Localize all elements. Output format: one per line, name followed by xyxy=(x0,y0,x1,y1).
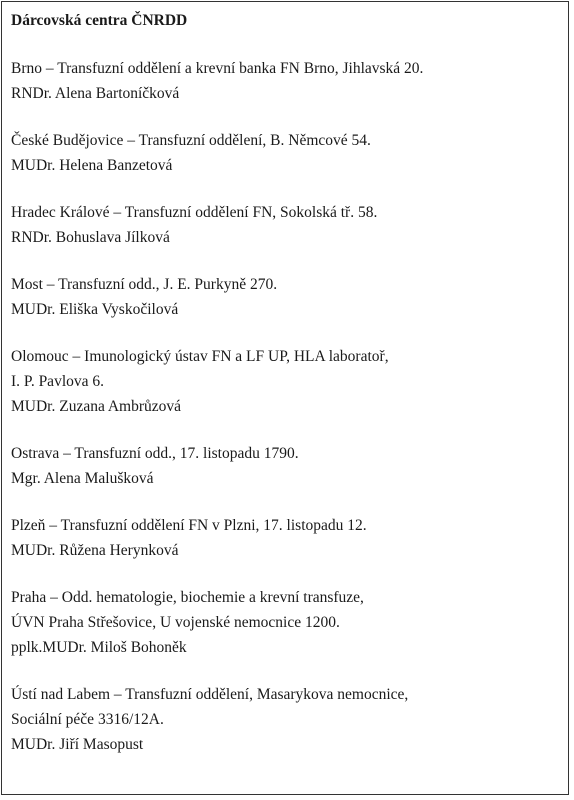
entry-contact-person: MUDr. Jiří Masopust xyxy=(11,736,144,753)
entry-contact-person: MUDr. Eliška Vyskočilová xyxy=(11,301,179,318)
document-title: Dárcovská centra ČNRDD xyxy=(11,12,188,29)
entry-contact-person: pplk.MUDr. Miloš Bohoněk xyxy=(11,639,187,656)
entry-address-line-2: I. P. Pavlova 6. xyxy=(11,373,104,390)
entry-address-line: Olomouc – Imunologický ústav FN a LF UP, HLA laboratoř, xyxy=(11,348,389,365)
entry-contact-person: RNDr. Alena Bartoníčková xyxy=(11,85,180,102)
entry-address-line: Ostrava – Transfuzní odd., 17. listopadu 1790. xyxy=(11,445,299,462)
entry-contact-person: Mgr. Alena Malušková xyxy=(11,470,154,487)
donor-center-entry-brno xyxy=(11,56,563,106)
donor-center-entry-hradec-kralove xyxy=(11,200,563,250)
entry-contact-person: MUDr. Růžena Herynková xyxy=(11,542,179,559)
donor-center-list xyxy=(11,56,563,757)
entry-contact-person: MUDr. Zuzana Ambrůzová xyxy=(11,398,182,415)
donor-center-entry-praha xyxy=(11,585,563,660)
entry-address-line: Brno – Transfuzní oddělení a krevní banka FN Brno, Jihlavská 20. xyxy=(11,60,424,77)
donor-center-entry-ostrava xyxy=(11,441,563,491)
entry-address-line: Praha – Odd. hematologie, biochemie a krevní transfuze, xyxy=(11,589,364,606)
entry-address-line-2: Sociální péče 3316/12A. xyxy=(11,711,164,728)
donor-center-entry-usti-nad-labem xyxy=(11,682,563,757)
entry-address-line: Ústí nad Labem – Transfuzní oddělení, Masarykova nemocnice, xyxy=(11,686,409,703)
entry-address-line-2: ÚVN Praha Střešovice, U vojenské nemocnice 1200. xyxy=(11,614,340,631)
entry-address-line: České Budějovice – Transfuzní oddělení, B. Němcové 54. xyxy=(11,132,371,149)
donor-center-entry-ceske-budejovice xyxy=(11,128,563,178)
entry-contact-person: RNDr. Bohuslava Jílková xyxy=(11,229,170,246)
entry-address-line: Most – Transfuzní odd., J. E. Purkyně 270. xyxy=(11,276,278,293)
donor-center-entry-olomouc xyxy=(11,344,563,419)
entry-address-line: Plzeň – Transfuzní oddělení FN v Plzni, 17. listopadu 12. xyxy=(11,517,367,534)
entry-address-line: Hradec Králové – Transfuzní oddělení FN, Sokolská tř. 58. xyxy=(11,204,378,221)
donor-center-entry-most xyxy=(11,272,563,322)
donor-center-entry-plzen xyxy=(11,513,563,563)
entry-contact-person: MUDr. Helena Banzetová xyxy=(11,157,173,174)
